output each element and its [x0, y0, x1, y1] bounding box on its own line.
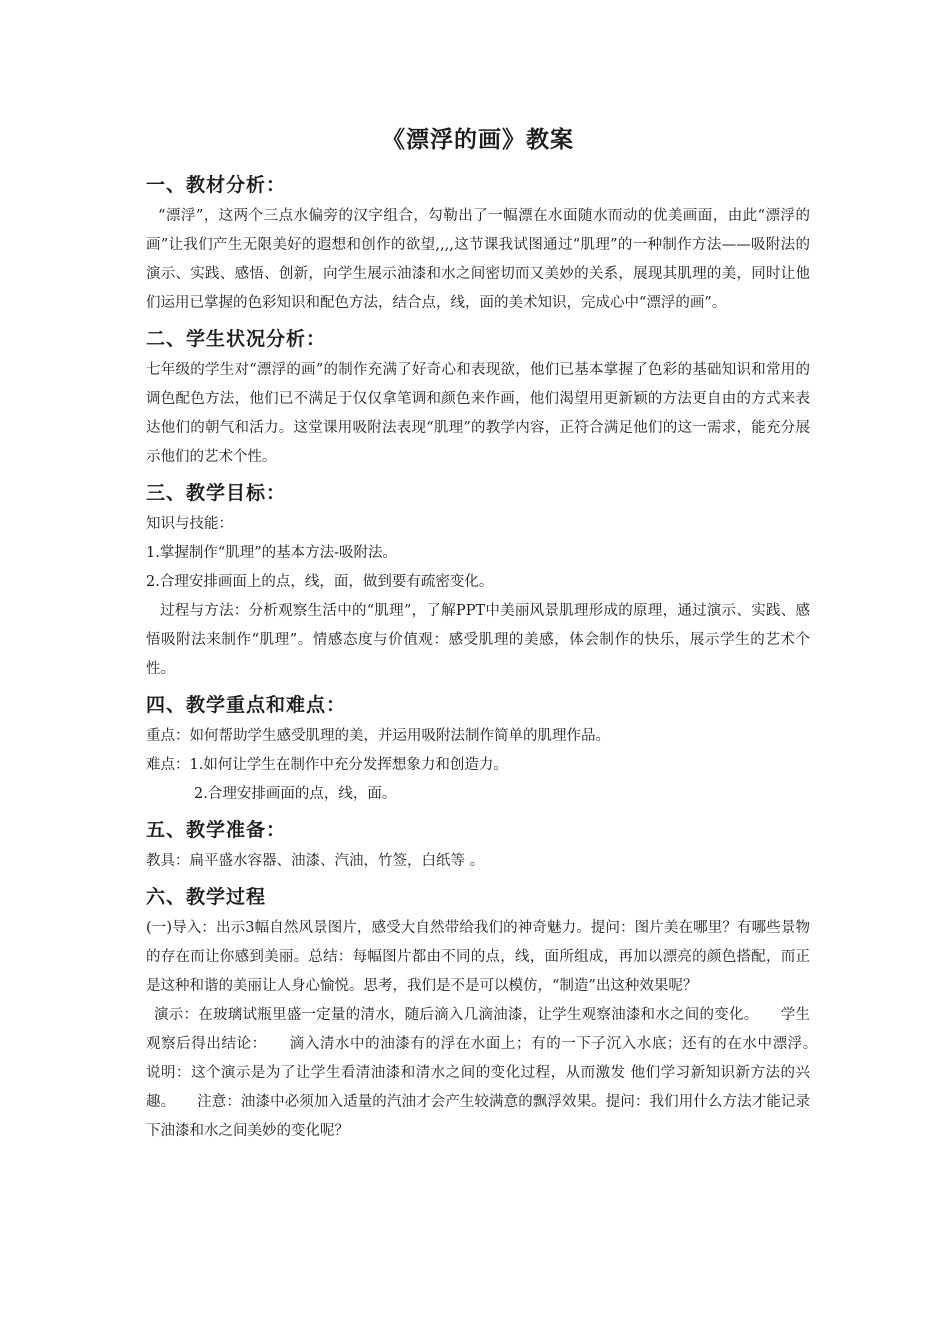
section-teaching-objectives [146, 476, 810, 684]
section-textbook-analysis [146, 168, 810, 318]
section-heading: 四、教学重点和难点： [146, 694, 347, 716]
paragraph: 难点：1.如何让学生在制作中充分发挥想象力和创造力。 [146, 757, 508, 773]
paragraph: 重点：如何帮助学生感受肌理的美，并运用吸附法制作简单的肌理作品。 [146, 728, 610, 744]
section-heading: 一、教材分析： [146, 174, 287, 196]
section-teaching-preparation [146, 813, 810, 876]
paragraph: 过程与方法：分析观察生活中的“肌理”，了解PPT中美丽风景肌理形成的原理，通过演示、实践、感悟吸附法来制作“肌理”。情感态度与价值观：感受肌理的美感，体会制作的快乐，展示学生的艺术个性。 [146, 603, 810, 677]
paragraph: 演示：在玻璃试瓶里盛一定量的清水，随后滴入几滴油漆，让学生观察油漆和水之间的变化。 学生观察后得出结论： 滴入清水中的油漆有的浮在水面上；有的一下子沉入水底；还有的在水中漂浮。 说明：这个演示是为了让学生看清油漆和清水之间的变化过程，从而激发 他们学习新知识新方法的兴趣。 注意：油漆中必须加入适量的汽油才会产生较满意的飘浮效果。提问：我们用什么方法才能记录下油漆和水之间美妙的变化呢？ [146, 1007, 839, 1139]
document-title: 《漂浮的画》教案 [382, 126, 574, 153]
section-key-points [146, 688, 810, 809]
document-page [146, 122, 839, 1146]
paragraph: 2.合理安排画面的点，线，面。 [194, 786, 397, 802]
section-student-analysis [146, 322, 810, 472]
section-heading: 二、学生状况分析： [146, 328, 327, 350]
paragraph: 七年级的学生对“漂浮的画”的制作充满了好奇心和表现欲，他们已基本掌握了色彩的基础知识和常用的调色配色方法，他们已不满足于仅仅拿笔调和颜色来作画，他们渴望用更新颖的方法更自由的方式来表达他们的朝气和活力。这堂课用吸附法表现“肌理”的教学内容，正符合满足他们的这一需求，能充分展示他们的艺术个性。 [146, 362, 810, 465]
section-heading: 三、教学目标： [146, 482, 287, 504]
paragraph: 教具：扁平盛水容器、油漆、汽油，竹签，白纸等 。 [146, 853, 485, 869]
list-item: 2.合理安排画面上的点，线，面，做到要有疏密变化。 [146, 574, 494, 590]
list-item: 1.掌握制作“肌理”的基本方法-吸附法。 [146, 545, 398, 561]
paragraph: “漂浮”，这两个三点水偏旁的汉字组合，勾勒出了一幅漂在水面随水而动的优美画面，由此“漂浮的画”让我们产生无限美好的遐想和创作的欲望,,,,这节课我试图通过“肌理”的一种制作方法——吸附法的演示、实践、感悟、创新，向学生展示油漆和水之间密切而又美妙的关系，展现其肌理的美，同时让他们运用已掌握的色彩知识和配色方法，结合点，线，面的美术知识，完成心中“漂浮的画”。 [146, 208, 810, 311]
section-teaching-process [146, 880, 839, 1146]
section-heading: 六、教学过程 [146, 886, 267, 908]
paragraph: 知识与技能： [146, 516, 233, 532]
section-heading: 五、教学准备： [146, 819, 287, 841]
paragraph: (一)导入：出示3幅自然风景图片，感受大自然带给我们的神奇魅力。提问：图片美在哪里？有哪些景物的存在而让你感到美丽。总结：每幅图片都由不同的点，线，面所组成，再加以漂亮的颜色搭配，而正是这种和谐的美丽让人身心愉悦。思考，我们是不是可以模仿，“制造”出这种效果呢？ [146, 920, 810, 994]
